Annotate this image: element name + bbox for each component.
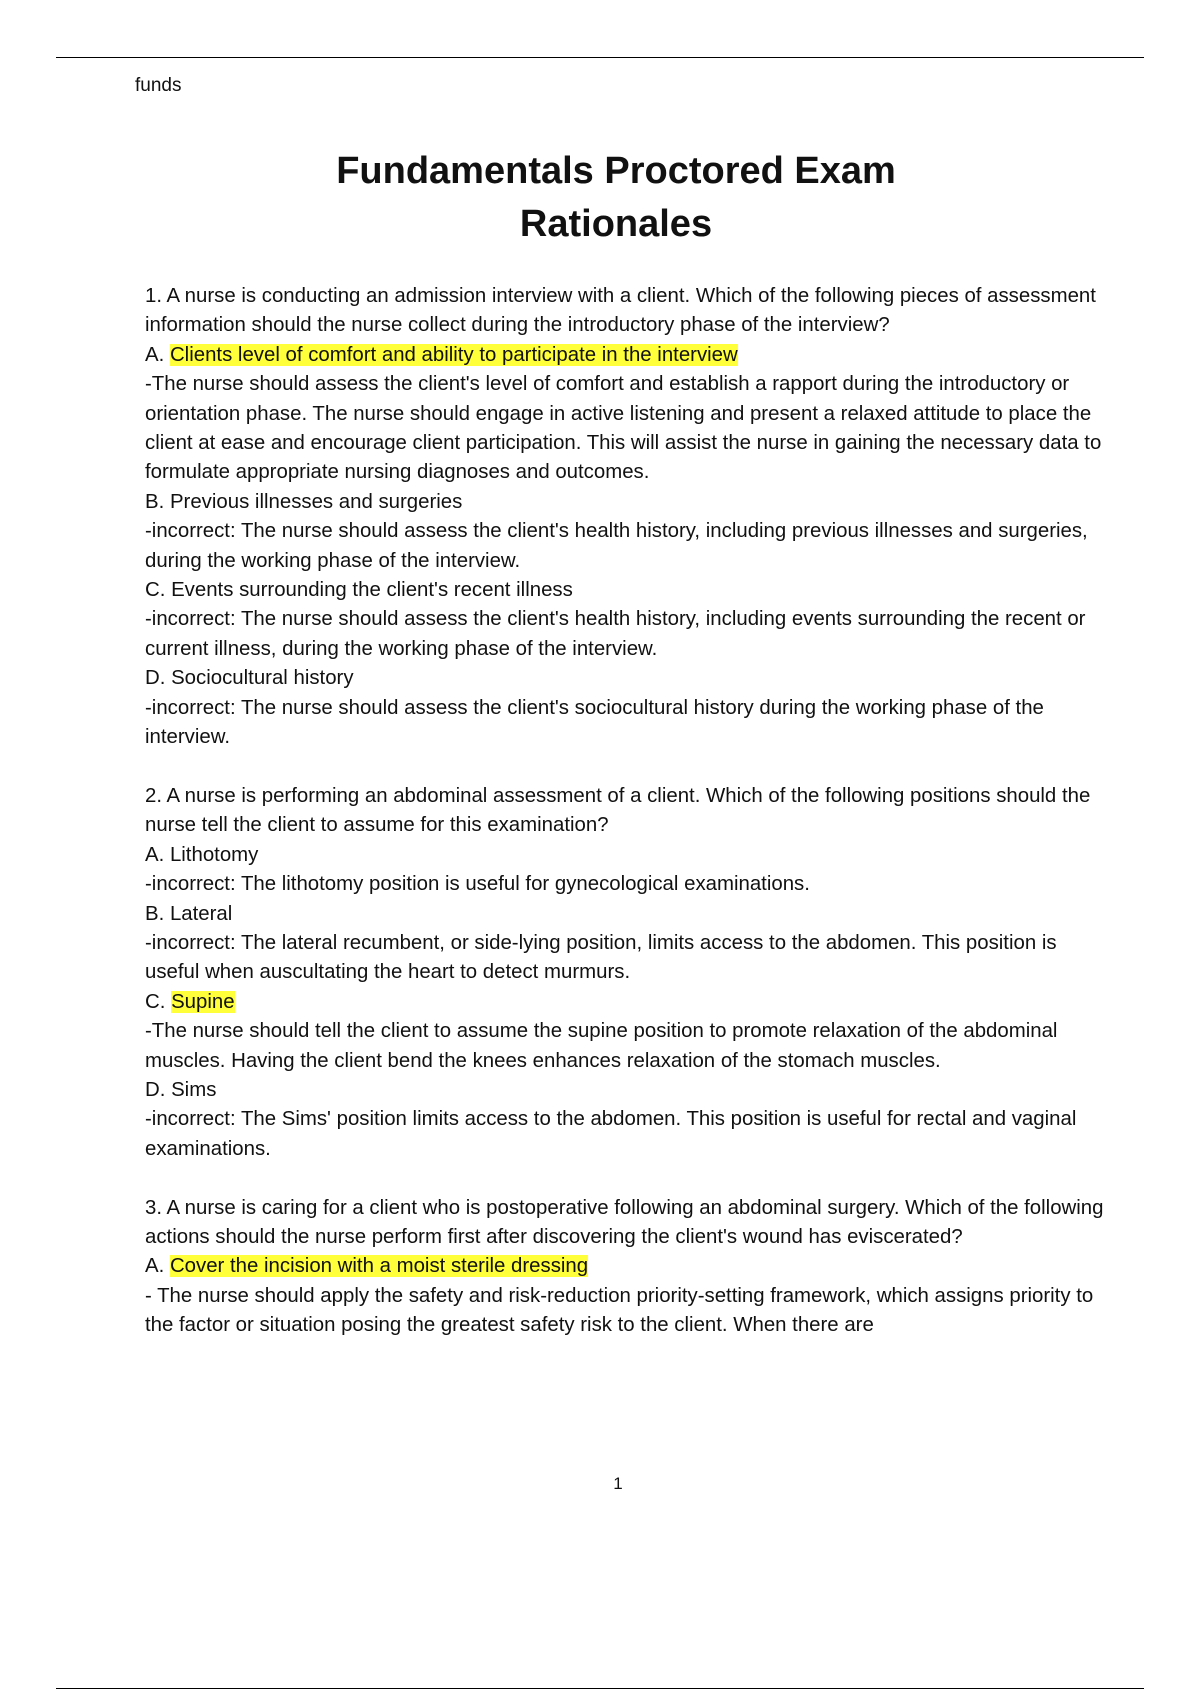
question-stem: 1. A nurse is conducting an admission interview with a client. Which of the following pieces of assessment information should the nurse collect during the introductory phase of the interview?	[145, 285, 1096, 337]
highlighted-correct-answer: Supine	[171, 990, 235, 1013]
option-text: Sociocultural history	[171, 667, 354, 690]
option-letter: D.	[145, 667, 166, 690]
answer-option-c	[145, 576, 1105, 605]
question-stem: 2. A nurse is performing an abdominal assessment of a client. Which of the following positions should the nurse tell the client to assume for this examination?	[145, 784, 1091, 837]
document-title	[0, 145, 1200, 251]
footer-rule	[56, 1688, 1144, 1689]
question-3	[145, 1194, 1105, 1341]
answer-option-b	[145, 488, 1105, 517]
option-rationale: -incorrect: The nurse should assess the client's sociocultural history during the working phase of the interview.	[145, 696, 1044, 749]
option-letter: B.	[145, 902, 165, 925]
option-letter: D.	[145, 1078, 166, 1101]
option-rationale: -incorrect: The lithotomy position is useful for gynecological examinations.	[145, 873, 810, 896]
answer-option-d	[145, 664, 1105, 693]
highlighted-correct-answer: Clients level of comfort and ability to participate in the interview	[169, 343, 738, 366]
option-text: Previous illnesses and surgeries	[169, 490, 463, 513]
answer-option-a	[145, 1252, 1105, 1281]
option-rationale: -The nurse should tell the client to assume the supine position to promote relaxation of the abdominal muscles. Having the client bend the knees enhances relaxation of the stomach muscles.	[145, 1020, 1058, 1072]
answer-option-b	[145, 900, 1105, 929]
question-stem: 3. A nurse is caring for a client who is postoperative following an abdominal surgery. Which of the following actions should the nurse perform first after discovering the client's wound has eviscerated?	[145, 1196, 1104, 1248]
option-rationale: -incorrect: The nurse should assess the client's health history, including events surrounding the recent or current illness, during the working phase of the interview.	[145, 608, 1086, 660]
option-rationale: -incorrect: The lateral recumbent, or side-lying position, limits access to the abdomen. This position is useful when auscultating the heart to detect murmurs.	[145, 931, 1057, 984]
option-text: Lateral	[169, 902, 233, 925]
highlighted-correct-answer: Cover the incision with a moist sterile dressing	[169, 1255, 589, 1278]
option-rationale: -incorrect: The nurse should assess the client's health history, including previous illnesses and surgeries, during the working phase of the interview.	[145, 520, 1088, 572]
option-letter: C.	[145, 990, 166, 1013]
question-2	[145, 782, 1105, 1164]
option-letter: A.	[145, 343, 165, 366]
answer-option-a	[145, 841, 1105, 870]
option-text: Sims	[171, 1078, 217, 1101]
answer-option-d	[145, 1076, 1105, 1105]
option-letter: A.	[145, 1255, 165, 1278]
option-letter: C.	[145, 579, 166, 602]
question-1	[145, 282, 1105, 753]
answer-option-a	[145, 341, 1105, 370]
option-letter: B.	[145, 490, 165, 513]
page-number: 1	[613, 1474, 623, 1493]
option-text: Lithotomy	[169, 843, 259, 866]
option-rationale: -incorrect: The Sims' position limits access to the abdomen. This position is useful for rectal and vaginal examinations.	[145, 1108, 1077, 1160]
option-rationale: -The nurse should assess the client's level of comfort and establish a rapport during the introductory or orientation phase. The nurse should engage in active listening and present a relaxed attitude to place the client at ease and encourage client participation. This will assist the nurse in gaining the necessary data to formulate appropriate nursing diagnoses and outcomes.	[145, 373, 1102, 484]
running-header: funds	[135, 75, 182, 96]
document-body	[145, 282, 1105, 1341]
title-line-1: Fundamentals Proctored Exam	[336, 150, 896, 192]
answer-option-c	[145, 988, 1105, 1017]
option-text: Events surrounding the client's recent illness	[171, 579, 573, 602]
option-rationale: - The nurse should apply the safety and risk-reduction priority-setting framework, which assigns priority to the factor or situation posing the greatest safety risk to the client. When there are	[145, 1284, 1094, 1337]
option-letter: A.	[145, 843, 165, 866]
title-line-2: Rationales	[519, 203, 713, 245]
header-rule	[56, 57, 1144, 58]
